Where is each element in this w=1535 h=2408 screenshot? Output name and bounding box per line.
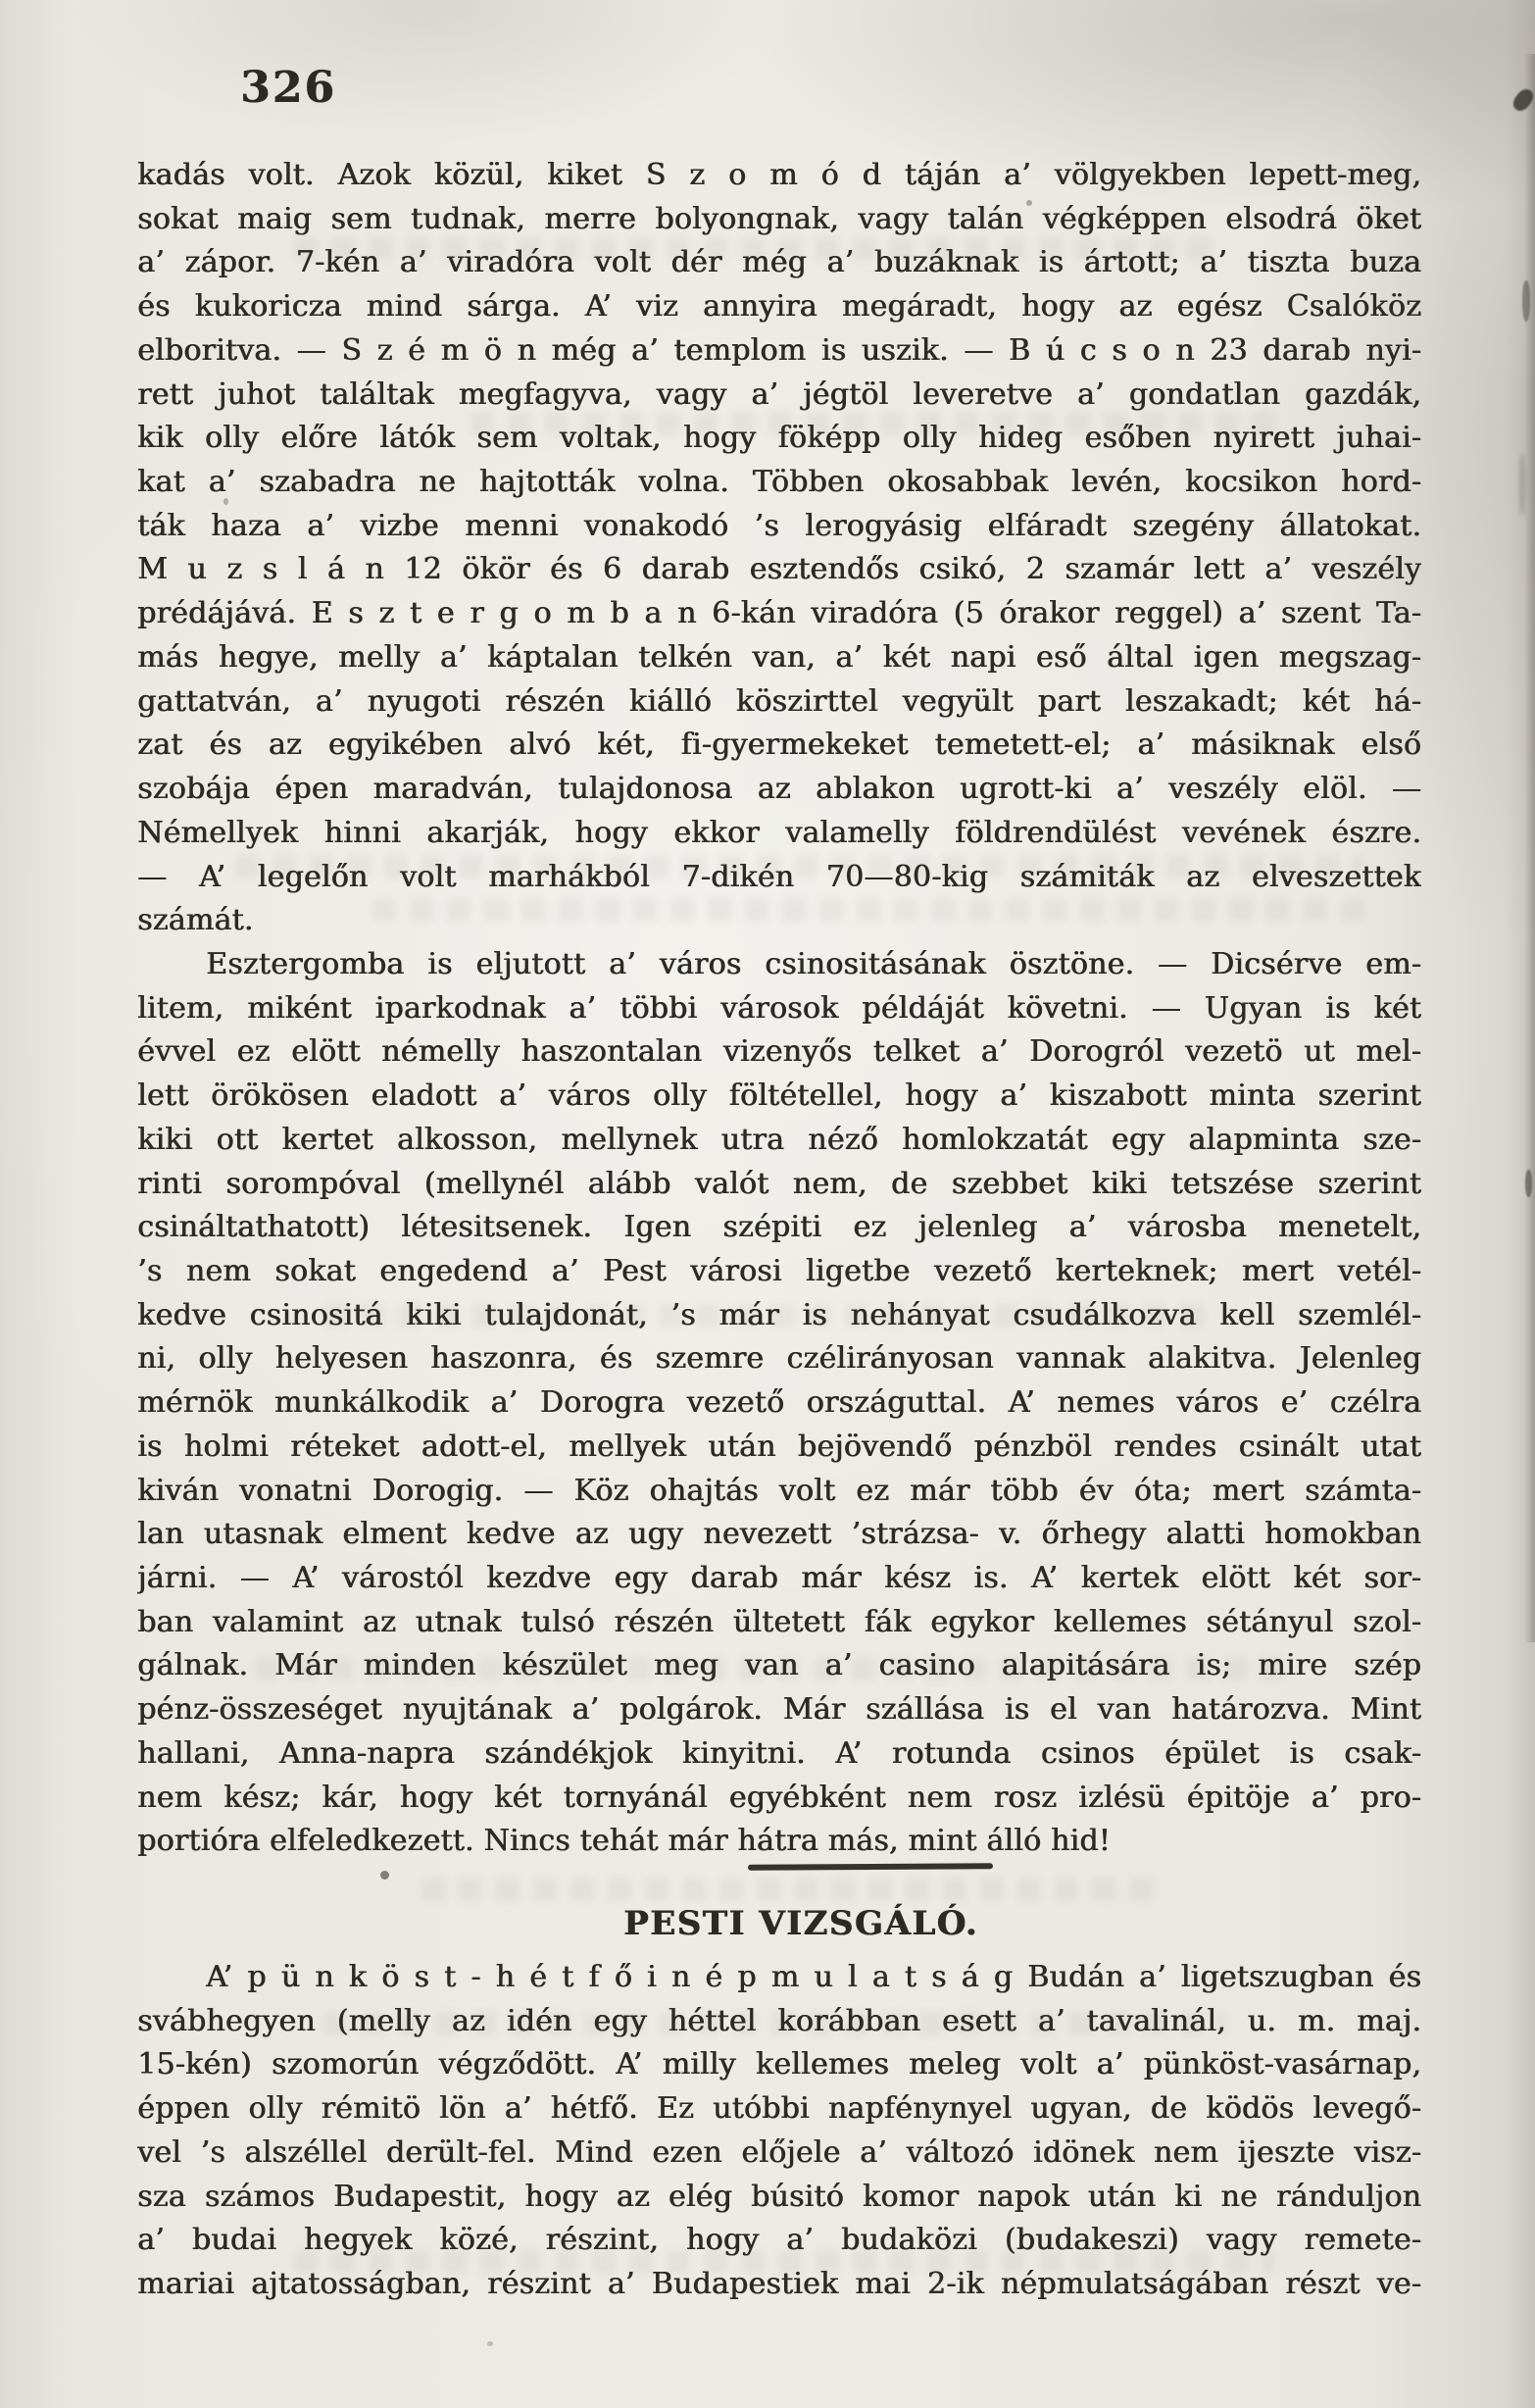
- ink-mark-artifact: [1522, 280, 1530, 322]
- text-line: ’s nem sokat engedend a’ Pest városi ligetbe vezető kerteknek; mert vetél-: [137, 1253, 1421, 1288]
- text-line: más hegye, melly a’ káptalan telkén van, a’ két napi eső által igen megszag-: [137, 639, 1421, 675]
- text-line: járni. — A’ várostól kezdve egy darab már kész is. A’ kertek elött két sor-: [137, 1561, 1421, 1595]
- text-line: 15-kén) szomorún végződött. A’ milly kellemes meleg volt a’ pünköst-vasárnap,: [137, 2047, 1421, 2082]
- ink-speck-artifact: [1026, 200, 1032, 206]
- text-line: a’ zápor. 7-kén a’ viradóra volt dér még a’ buzáknak is ártott; a’ tiszta buza: [137, 245, 1421, 280]
- text-line: gálnak. Már minden készület meg van a’ casino alapitására is; mire szép: [137, 1648, 1421, 1683]
- page-number: 326: [240, 63, 336, 113]
- text-line: M u z s l á n 12 ökör és 6 darab esztendős csikó, 2 szamár lett a’ veszély: [137, 552, 1421, 587]
- text-line: számát.: [137, 903, 254, 938]
- text-line: is holmi réteket adott-el, mellyek után bejövendő pénzböl rendes csinált utat: [137, 1429, 1421, 1464]
- text-line: éppen olly rémitö lön a’ hétfő. Ez utóbbi napfénynyel ugyan, de ködös levegő-: [137, 2091, 1421, 2127]
- text-line: kedve csinositá kiki tulajdonát, ’s már is nehányat csudálkozva kell szemlél-: [137, 1297, 1421, 1332]
- text-line: svábhegyen (melly az idén egy héttel korábban esett a’ tavalinál, u. m. maj.: [137, 2003, 1421, 2038]
- text-line: lan utasnak elment kedve az ugy nevezett ’strázsa- v. őrhegy alatti homokban: [137, 1517, 1421, 1552]
- bleedthrough-artifact: [421, 1878, 1166, 1901]
- text-line: A’ p ü n k ö s t - h é t f ő i n é p m u l a t s á g Budán a’ ligetszugban és: [206, 1960, 1421, 1994]
- article-body-weather-report: [137, 154, 1421, 1864]
- text-line: rett juhot találtak megfagyva, vagy a’ jégtöl leveretve a’ gondatlan gazdák,: [137, 376, 1421, 412]
- text-line: zat és az egyikében alvó két, fi-gyermekeket temetett-el; a’ másiknak első: [137, 727, 1421, 763]
- text-line: kik olly előre látók sem voltak, hogy föképp olly hideg esőben nyirett juhai-: [137, 421, 1421, 456]
- text-line: Némellyek hinni akarják, hogy ekkor valamelly földrendülést vevének észre.: [137, 815, 1421, 850]
- text-line: szobája épen maradván, tulajdonosa az ablakon ugrott-ki a’ veszély elöl. —: [137, 772, 1421, 807]
- ink-mark-artifact: [1525, 1170, 1532, 1197]
- text-line: csináltathatott) létesitsenek. Igen szépiti ez jelenleg a’ városba menetelt,: [137, 1210, 1421, 1245]
- text-line: ták haza a’ vizbe menni vonakodó ’s lerogyásig elfáradt szegény állatokat.: [137, 508, 1421, 543]
- text-line: mérnök munkálkodik a’ Dorogra vezető országuttal. A’ nemes város e’ czélra: [137, 1385, 1421, 1421]
- text-line: vel ’s alszéllel derült-fel. Mind ezen előjele a’ változó idönek nem ijeszte visz-: [137, 2134, 1421, 2170]
- text-line: prédájává. E s z t e r g o m b a n 6-kán viradóra (5 órakor reggel) a’ szent Ta-: [137, 596, 1421, 631]
- text-line: rinti sorompóval (mellynél alább valót nem, de szebbet kiki tetszése szerint: [137, 1166, 1421, 1201]
- text-line: ban valamint az utnak tulsó részén ültetett fák egykor kellemes sétányul szol-: [137, 1604, 1421, 1639]
- text-line: litem, miként iparkodnak a’ többi városok példáját követni. — Ugyan is két: [137, 990, 1421, 1026]
- text-line: sokat maig sem tudnak, merre bolyongnak, vagy talán végképpen elsodrá öket: [137, 201, 1421, 236]
- text-line: és kukoricza mind sárga. A’ viz annyira megáradt, hogy az egész Csalóköz: [137, 289, 1421, 325]
- text-line: sza számos Budapestit, hogy az elég búsitó komor napok után ki ne ránduljon: [137, 2179, 1421, 2214]
- ink-speck-artifact: [380, 1871, 389, 1880]
- text-line: portióra elfeledkezett. Nincs tehát már hátra más, mint álló hid!: [137, 1824, 1111, 1859]
- text-line: mariai ajtatosságban, részint a’ Budapestiek mai 2-ik népmulatságában részt ve-: [137, 2267, 1421, 2302]
- text-line: a’ budai hegyek közé, részint, hogy a’ budaközi (budakeszi) vagy remete-: [137, 2223, 1421, 2258]
- text-line: nem kész; kár, hogy két tornyánál egyébként nem rosz izlésü épitöje a’ pro-: [137, 1780, 1421, 1815]
- section-divider-rule: [748, 1863, 993, 1871]
- ink-speck-artifact: [223, 498, 228, 505]
- text-line: kat a’ szabadra ne hajtották volna. Többen okosabbak levén, kocsikon hord-: [137, 465, 1421, 500]
- text-line: kiván vonatni Dorogig. — Köz ohajtás volt ez már több év óta; mert számta-: [137, 1473, 1421, 1508]
- text-line: ni, olly helyesen haszonra, és szemre czélirányosan vannak alakitva. Jelenleg: [137, 1341, 1421, 1377]
- text-line: gattatván, a’ nyugoti részén kiálló köszirttel vegyült part leszakadt; két há-: [137, 683, 1421, 719]
- ink-speck-artifact: [487, 2341, 493, 2346]
- article-body-pesti-vizsgalo: [137, 1956, 1421, 2307]
- text-line: elboritva. — S z é m ö n még a’ templom is uszik. — B ú c s o n 23 darab nyi-: [137, 332, 1421, 368]
- text-line: — A’ legelőn volt marhákból 7-dikén 70—80-kig számiták az elveszettek: [137, 859, 1421, 894]
- section-heading: PESTI VIZSGÁLÓ.: [622, 1904, 979, 1943]
- text-line: hallani, Anna-napra szándékjok kinyitni. A’ rotunda csinos épület is csak-: [137, 1735, 1421, 1771]
- text-line: kiki ott kertet alkosson, mellynek utra néző homlokzatát egy alapminta sze-: [137, 1122, 1421, 1157]
- text-line: kadás volt. Azok közül, kiket S z o m ó d táján a’ völgyekben lepett-meg,: [137, 158, 1421, 192]
- ink-mark-artifact: [1519, 453, 1525, 516]
- text-line: Esztergomba is eljutott a’ város csinositásának ösztöne. — Dicsérve em-: [206, 946, 1421, 981]
- text-line: lett örökösen eladott a’ város olly föltétellel, hogy a’ kiszabott minta szerint: [137, 1079, 1421, 1114]
- text-line: pénz-összeséget nyujtának a’ polgárok. Már szállása is el van határozva. Mint: [137, 1692, 1421, 1728]
- text-line: évvel ez elött némelly haszontalan vizenyős telket a’ Dorogról vezetö ut mel-: [137, 1034, 1421, 1070]
